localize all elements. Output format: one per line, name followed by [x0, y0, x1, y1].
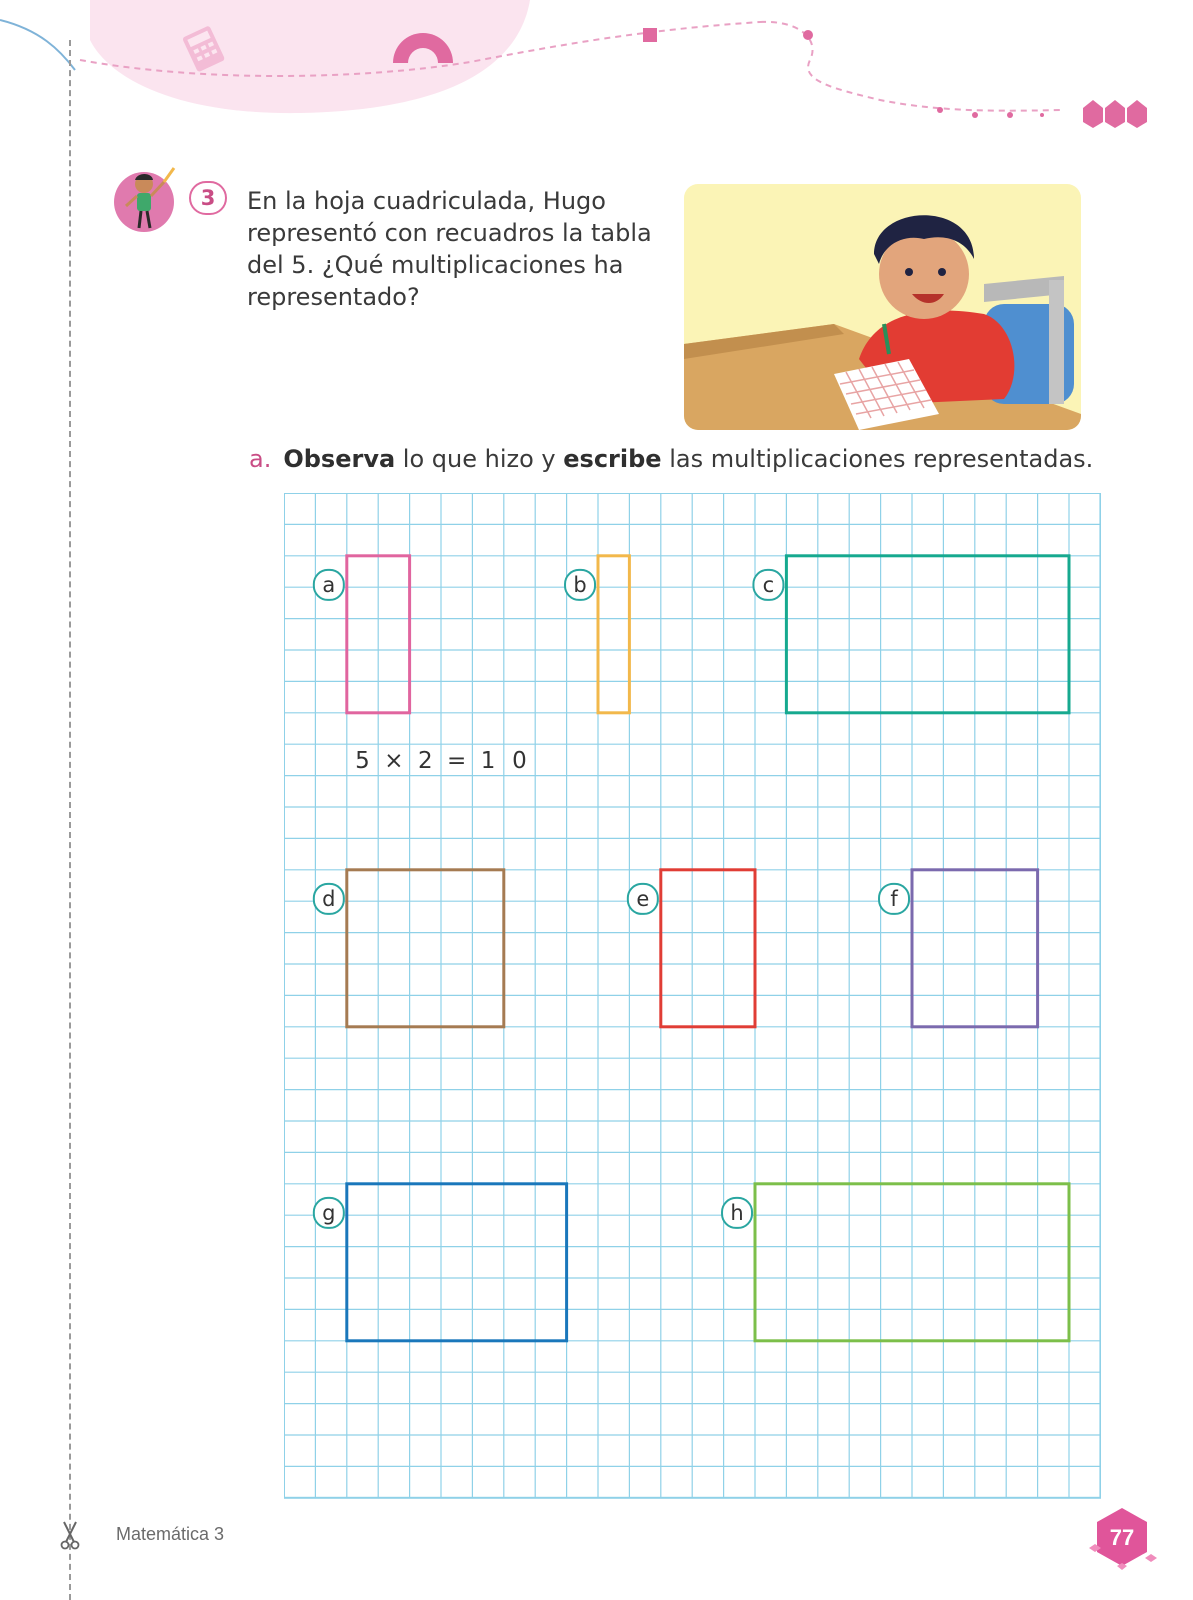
problem-statement: En la hoja cuadriculada, Hugo representó con recuadros la tabla del 5. ¿Qué multiplicaciones ha representado? — [247, 187, 652, 311]
rectangle-label-h: h — [730, 1200, 744, 1225]
example-digit: 2 — [417, 747, 433, 774]
rectangle-label-g: g — [322, 1200, 336, 1225]
cubes-icon — [1083, 100, 1147, 128]
example-digit: × — [384, 747, 404, 774]
instruction-verb-observe: Observa — [283, 445, 396, 473]
header-decoration — [0, 0, 1193, 130]
instruction — [249, 443, 1093, 475]
scissors-icon — [58, 1520, 82, 1550]
instruction-verb-write: escribe — [563, 445, 662, 473]
example-digit: 0 — [512, 747, 527, 774]
instruction-text-end: las multiplicaciones representadas. — [661, 445, 1094, 473]
rectangle-label-e: e — [636, 886, 650, 911]
cut-line — [69, 40, 71, 1600]
rectangle-label-b: b — [573, 572, 587, 597]
example-digit: = — [447, 747, 467, 774]
problem-number: 3 — [189, 181, 227, 215]
student-avatar-icon — [112, 162, 180, 234]
example-digit: 5 — [355, 747, 370, 774]
rectangle-label-d: d — [322, 886, 336, 911]
page-number-badge — [1087, 1504, 1157, 1572]
grid-paper[interactable] — [284, 493, 1101, 1499]
boy-drawing-illustration — [684, 184, 1081, 430]
rectangle-label-f: f — [890, 886, 898, 911]
book-title: Matemática 3 — [116, 1524, 225, 1544]
instruction-letter: a. — [249, 445, 272, 473]
rectangle-label-a: a — [322, 572, 336, 597]
cube-icon — [643, 28, 657, 42]
rectangle-label-c: c — [762, 572, 775, 597]
example-digit: 1 — [480, 747, 496, 774]
instruction-text-mid: lo que hizo y — [395, 445, 564, 473]
page-number: 77 — [1109, 1525, 1135, 1550]
